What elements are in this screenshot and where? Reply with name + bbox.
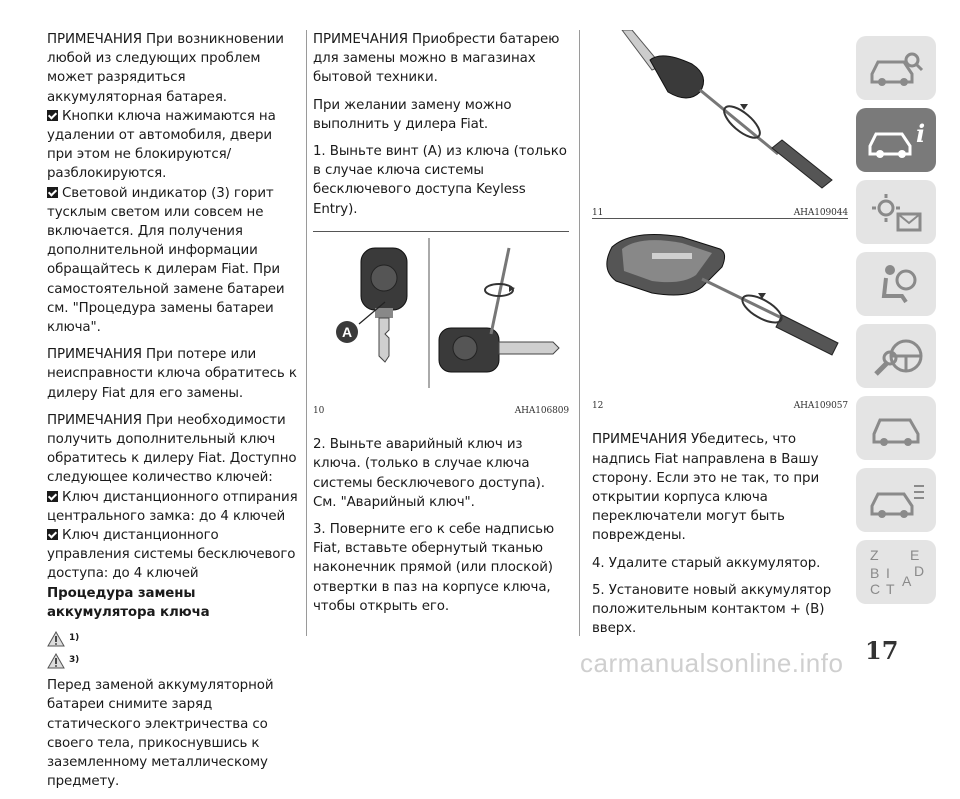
figure-code: AHA109044 bbox=[793, 208, 848, 219]
car-info-icon bbox=[866, 118, 926, 162]
checkbox-bullet-icon bbox=[47, 491, 58, 502]
column-divider bbox=[306, 30, 307, 636]
note-additional-key: ПРИМЕЧАНИЯ При необходимости получить дополнительный ключ обратитесь к дилеру Fiat. Доступно следующее количество ключей: bbox=[47, 412, 297, 486]
chapter-sidebar bbox=[856, 36, 938, 612]
checkbox-bullet-icon bbox=[47, 187, 58, 198]
step-4-text: 4. Удалите старый аккумулятор. bbox=[592, 555, 821, 571]
svg-text:i: i bbox=[916, 119, 926, 148]
column-divider bbox=[579, 30, 580, 636]
bullet-text: Ключ дистанционного управления системы бесключевого доступа: до 4 ключей bbox=[47, 528, 296, 582]
bullet-text: Кнопки ключа нажимаются на удалении от автомобиля, двери при этом не блокируются/разблокируются. bbox=[47, 108, 276, 182]
figure-10 bbox=[313, 231, 569, 421]
callout-a-label: A bbox=[341, 323, 353, 340]
car-search-icon bbox=[866, 46, 926, 90]
tab-car-specs[interactable] bbox=[856, 468, 936, 532]
figure-11 bbox=[592, 30, 848, 219]
index-letters-icon bbox=[866, 546, 926, 598]
warning-ref-label: 1) bbox=[69, 633, 80, 644]
svg-text:Z: Z bbox=[870, 547, 879, 563]
figure-number: 12 bbox=[592, 401, 604, 412]
svg-text:I: I bbox=[886, 565, 890, 581]
checkbox-bullet-icon bbox=[47, 110, 58, 121]
airbag-seat-icon bbox=[866, 262, 926, 306]
key-screw-illustration bbox=[313, 238, 569, 392]
warning-ref-3 bbox=[47, 650, 299, 672]
checkbox-bullet-icon bbox=[47, 529, 58, 540]
dealer-replacement-text: При желании замену можно выполнить у дилера Fiat. bbox=[313, 97, 512, 132]
watermark: carmanualsonline.info bbox=[580, 648, 844, 678]
bullet-remote-key bbox=[47, 488, 299, 526]
column-left bbox=[47, 30, 299, 799]
note-battery-discharge: ПРИМЕЧАНИЯ При возникновении любой из следующих проблем может разрядиться аккумуляторная батарея. bbox=[47, 32, 284, 105]
svg-text:D: D bbox=[914, 563, 925, 579]
steering-wrench-icon bbox=[866, 334, 926, 378]
key-open-illustration bbox=[592, 30, 848, 196]
warning-lights-icon bbox=[866, 190, 926, 234]
svg-text:E: E bbox=[910, 547, 920, 563]
step-5-text: 5. Установите новый аккумулятор положительным контактом + (B) вверх. bbox=[592, 582, 832, 637]
figure-caption bbox=[592, 397, 848, 416]
column-middle bbox=[313, 30, 569, 624]
warning-triangle-icon bbox=[47, 631, 65, 647]
warning-triangle-icon bbox=[47, 653, 65, 669]
bullet-indicator bbox=[47, 184, 299, 338]
figure-code: AHA106809 bbox=[514, 406, 569, 417]
tab-airbag-seat[interactable] bbox=[856, 252, 936, 316]
figure-number: 11 bbox=[592, 208, 604, 219]
section-heading: Процедура замены аккумулятора ключа bbox=[47, 585, 210, 620]
bullet-text: Ключ дистанционного отпирания центрального замка: до 4 ключей bbox=[47, 489, 298, 524]
tab-car-service[interactable] bbox=[856, 396, 936, 460]
car-service-icon bbox=[866, 406, 926, 450]
step-3-text: 3. Поверните его к себе надписью Fiat, вставьте обернутый тканью наконечник прямой (или плоской) отвертки в паз на корпусе ключа, чтобы открыть его. bbox=[313, 522, 555, 614]
figure-number: 10 bbox=[313, 406, 325, 417]
car-specs-icon bbox=[866, 478, 926, 522]
svg-text:A: A bbox=[902, 573, 912, 589]
svg-text:C: C bbox=[870, 581, 881, 597]
note-lost-key: ПРИМЕЧАНИЯ При потере или неисправности ключа обратитесь к дилеру Fiat для его замены. bbox=[47, 347, 297, 401]
warning-ref-1 bbox=[47, 628, 299, 650]
svg-text:T: T bbox=[886, 581, 895, 597]
note-buy-battery: ПРИМЕЧАНИЯ Приобрести батарею для замены можно в магазинах бытовой техники. bbox=[313, 32, 560, 86]
figure-12 bbox=[592, 218, 848, 416]
tab-steering-wrench[interactable] bbox=[856, 324, 936, 388]
step-1-text: 1. Выньте винт (A) из ключа (только в случае ключа системы бесключевого доступа Keyless Entry). bbox=[313, 144, 567, 217]
tab-car-info[interactable] bbox=[856, 108, 936, 172]
page-number: 17 bbox=[865, 636, 899, 665]
note-fiat-orientation: ПРИМЕЧАНИЯ Убедитесь, что надпись Fiat направлена в Вашу сторону. Если это не так, то при открытии корпуса ключа переключатели могут быть повреждены. bbox=[592, 432, 820, 544]
column-right bbox=[592, 30, 850, 646]
step-2-text: 2. Выньте аварийный ключ из ключа. (только в случае ключа системы бесключевого доступа). См. "Аварийный ключ". bbox=[313, 437, 545, 510]
bullet-key-buttons bbox=[47, 107, 299, 184]
tab-index[interactable] bbox=[856, 540, 936, 604]
tab-car-search[interactable] bbox=[856, 36, 936, 100]
bullet-keyless-key bbox=[47, 526, 299, 584]
key-housing-illustration bbox=[592, 223, 848, 387]
warning-ref-label: 3) bbox=[69, 655, 80, 666]
bullet-text: Световой индикатор (3) горит тусклым светом или совсем не включается. Для получения дополнительной информации обращайтесь к дилерам Fiat. При самостоятельной замене батареи см. "Процедура замены батареи ключа". bbox=[47, 185, 285, 336]
tab-warning-lights[interactable] bbox=[856, 180, 936, 244]
static-discharge-text: Перед заменой аккумуляторной батареи снимите заряд статического электричества со своего тела, прикоснувшись к заземленному металлическому предмету. bbox=[47, 678, 274, 790]
figure-code: AHA109057 bbox=[793, 401, 848, 412]
svg-text:B: B bbox=[870, 565, 880, 581]
figure-caption bbox=[313, 402, 569, 421]
